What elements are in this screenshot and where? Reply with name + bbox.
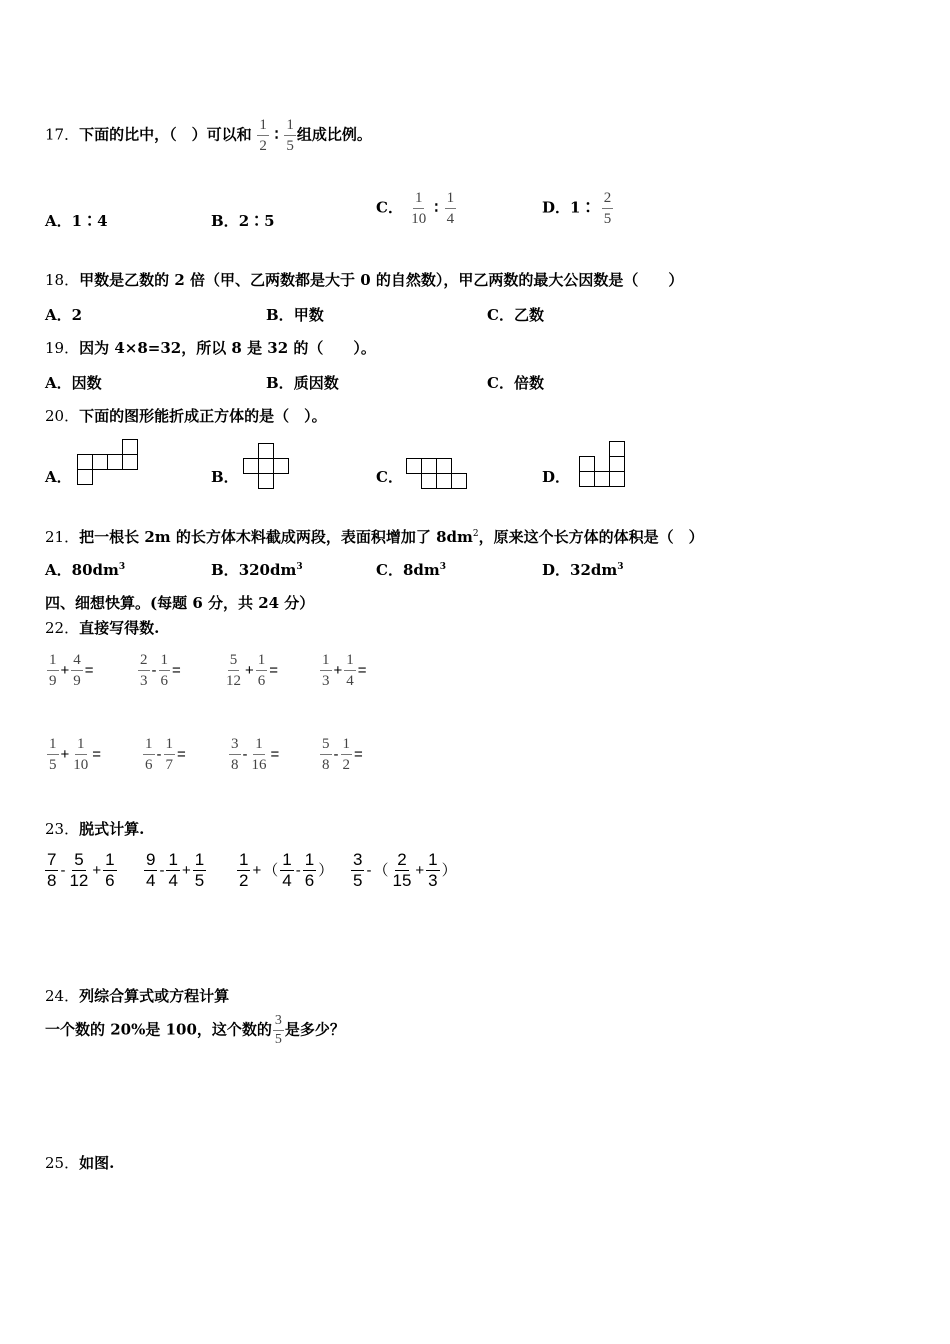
q20-option-a[interactable]: A．	[45, 468, 72, 486]
q25-stem: 25．如图.	[45, 1154, 115, 1172]
q19-option-a[interactable]: A．因数	[45, 374, 102, 392]
q20-net-b-figure	[242, 442, 292, 492]
q22-item-4: $\frac{1}{3}$ + $\frac{1}{4}$ =	[322, 652, 367, 689]
q21-stem: 21．把一根长 2m 的长方体木料截成两段，表面积增加了 $8dm^2$，原来这个长方体的体积是（ ）	[45, 528, 704, 546]
q21-option-d[interactable]: D．$32dm^3$	[542, 561, 624, 579]
q22-item-3: $\frac{5}{12}$ + $\frac{1}{6}$ =	[226, 652, 279, 689]
section-4-title: 四、细想快算。(每题 6 分，共 24 分）	[45, 594, 315, 612]
q20-net-a-figure	[76, 438, 140, 488]
q23-expr-1: $\frac{7}{8}$ - $\frac{5}{12}$ + $\frac{1}{6}$	[47, 850, 115, 890]
q23-expr-4: $\frac{3}{5}$ - （ $\frac{2}{15}$ + $\frac{1}{3}$ ）	[353, 850, 457, 890]
q20-stem: 20．下面的图形能折成正方体的是（ ）。	[45, 407, 327, 425]
q18-option-b[interactable]: B．甲数	[266, 306, 324, 324]
q22-item-2: $\frac{2}{3}$ - $\frac{1}{6}$ =	[140, 652, 181, 689]
q17-option-c[interactable]: C． $\frac{1}{10}$ ∶ $\frac{1}{4}$	[376, 190, 455, 227]
q17-text-after: 组成比例。	[296, 125, 372, 144]
q20-option-b[interactable]: B．	[211, 468, 239, 486]
q17-stem	[45, 115, 372, 156]
q17-ratio-a: $\frac{1}{2}$	[259, 117, 267, 154]
q17-ratio-b: $\frac{1}{5}$	[286, 117, 294, 154]
q17-option-d[interactable]: D．1∶ $\frac{2}{5}$	[542, 190, 612, 227]
q22-item-7: $\frac{3}{8}$ - $\frac{1}{16}$ =	[231, 736, 280, 773]
q17-option-b[interactable]: B．2∶5	[211, 212, 275, 230]
q23-expr-2: $\frac{9}{4}$ - $\frac{1}{4}$ + $\frac{1}{5}$	[146, 850, 205, 890]
q17-colon: ∶	[274, 125, 279, 144]
q20-option-c[interactable]: C．	[376, 468, 403, 486]
q20-net-c-figure	[405, 457, 469, 491]
q24-body: 一个数的 20%是 100，这个数的 $\frac{3}{5}$ 是多少？	[45, 1013, 345, 1047]
q19-option-c[interactable]: C．倍数	[487, 374, 544, 392]
q22-item-6: $\frac{1}{6}$ - $\frac{1}{7}$ =	[145, 736, 186, 773]
q21-option-c[interactable]: C．$8dm^3$	[376, 561, 447, 579]
q17-number: 17．	[45, 125, 80, 144]
q22-stem: 22．直接写得数.	[45, 619, 160, 637]
q21-option-b[interactable]: B．$320dm^3$	[211, 561, 303, 579]
q22-item-8: $\frac{5}{8}$ - $\frac{1}{2}$ =	[322, 736, 363, 773]
q24-stem: 24．列综合算式或方程计算	[45, 987, 230, 1005]
q22-item-5: $\frac{1}{5}$ + $\frac{1}{10}$ =	[49, 736, 102, 773]
q20-net-d-figure	[578, 440, 628, 490]
q19-stem: 19．因为 4×8=32，所以 8 是 32 的（ ）。	[45, 339, 376, 357]
q23-stem: 23．脱式计算.	[45, 820, 145, 838]
q17-option-a[interactable]: A．1∶4	[45, 212, 108, 230]
q18-option-c[interactable]: C．乙数	[487, 306, 544, 324]
q23-expr-3: $\frac{1}{2}$ + （ $\frac{1}{4}$ - $\frac{1}{6}$ ）	[239, 850, 334, 890]
q22-item-1: $\frac{1}{9}$ + $\frac{4}{9}$ =	[49, 652, 94, 689]
q21-option-a[interactable]: A．$80dm^3$	[45, 561, 126, 579]
q20-option-d[interactable]: D．	[542, 468, 571, 486]
q19-option-b[interactable]: B．质因数	[266, 374, 339, 392]
q18-option-a[interactable]: A．2	[45, 306, 83, 324]
q18-stem: 18．甲数是乙数的 2 倍（甲、乙两数都是大于 0 的自然数），甲乙两数的最大公因数是（ ）	[45, 271, 684, 289]
q17-text-before: 下面的比中，（ ）可以和	[79, 125, 252, 144]
